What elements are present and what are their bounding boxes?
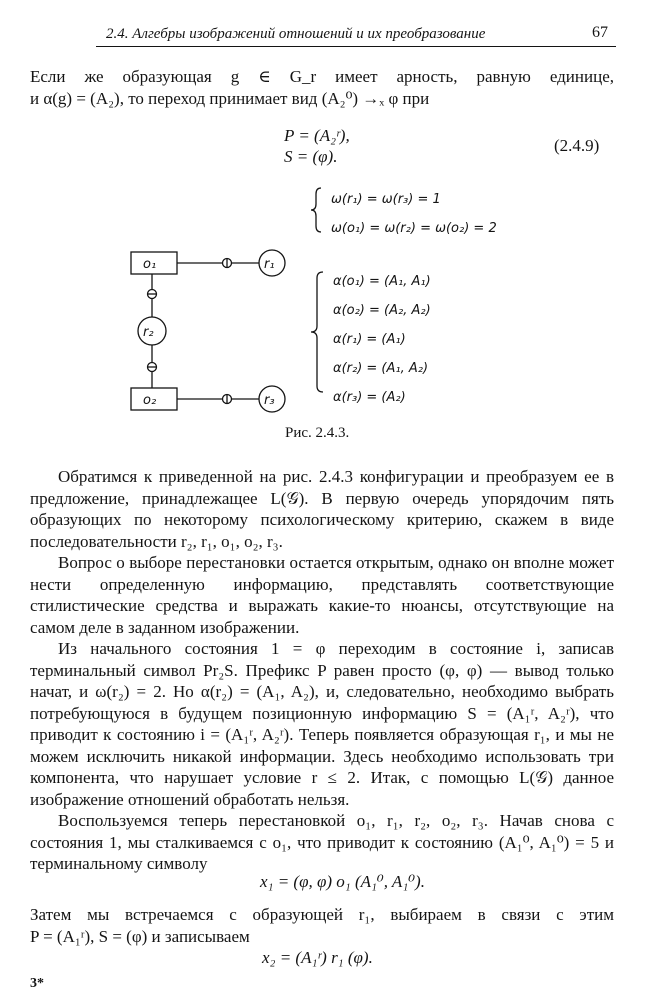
header-rule xyxy=(96,46,616,47)
paragraph-4: Воспользуемся теперь перестановкой o₁, r₁, r₂, o₂, r₃. Начав снова с состояния 1, мы сталкиваемся с o₁, что приводит к состоянию (A₁⁰, A₁⁰) = 5 и терминальному символу xyxy=(30,811,614,873)
equation-2-4-9-line-1: P = (A₂ʳ), xyxy=(284,126,350,145)
node-r3-label: r₃ xyxy=(264,393,275,408)
formula-x1: x₁ = (φ, φ) o₁ (A₁⁰, A₁⁰). xyxy=(260,872,425,891)
paragraph-3: Из начального состояния 1 = φ переходим в состояние i, записав терминальный символ Pr₂S. Префикс P равен просто (φ, φ) — вывод только начат, и ω(r₂) = 2. Но α(r₂) = (A₁, A₂), и, следовательно, необходимо выбрать потребующуюся в будущем позиционную информацию S = (A₁ʳ, A₂ʳ), что приводит к состоянию i = (A₁ʳ, A₂ʳ). Теперь появляется образующая r₁, и мы не можем исключить никакой информации. Здесь необходимо использовать три компонента, что нарушает условие r ≤ 2. Итак, с помощью L(𝒢) данное изображение отношений обработать нельзя. xyxy=(30,639,614,809)
after-x1-line-2: P = (A₁ʳ), S = (φ) и записываем xyxy=(30,927,250,946)
section-title: 2.4. Алгебры изображений отношений и их преобразование xyxy=(106,26,486,42)
node-r1-label: r₁ xyxy=(264,257,275,272)
formula-x2: x₂ = (A₁ʳ) r₁ (φ). xyxy=(262,948,373,967)
alpha-line-5: α(r₃) = (A₂) xyxy=(333,390,406,405)
paragraph-1: Обратимся к приведенной на рис. 2.4.3 конфигурации и преобразуем ее в предложение, принадлежащее L(𝒢). В первую очередь упорядочим пять образующих по некоторому психологическому критерию, скажем в виде последовательности r₂, r₁, o₁, o₂, r₃. xyxy=(30,467,614,551)
intro-line-2: и α(g) = (A₂), то переход принимает вид (A₂⁰) →ₓ φ при xyxy=(30,89,430,108)
signature-mark: 3* xyxy=(30,976,44,991)
omega-brace xyxy=(311,188,321,232)
alpha-line-3: α(r₁) = (A₁) xyxy=(333,332,406,347)
body-text xyxy=(30,466,614,875)
alpha-brace xyxy=(311,272,323,392)
configuration-diagram xyxy=(125,180,497,420)
node-o1-label: o₁ xyxy=(143,257,157,272)
intro-line-1: Если же образующая g ∈ G_r имеет арность, равную единице, xyxy=(30,67,614,86)
omega-line-1: ω(r₁) = ω(r₃) = 1 xyxy=(331,192,441,207)
page-number: 67 xyxy=(592,24,608,41)
node-o2-label: o₂ xyxy=(143,393,157,408)
omega-line-2: ω(o₁) = ω(r₂) = ω(o₂) = 2 xyxy=(331,221,497,236)
figure-caption: Рис. 2.4.3. xyxy=(285,425,350,441)
equation-2-4-9-line-2: S = (φ). xyxy=(284,147,338,166)
running-header xyxy=(96,24,616,48)
node-r2-label: r₂ xyxy=(143,325,154,340)
figure-2-4-3 xyxy=(125,180,497,420)
after-x1-line-1: Затем мы встречаемся с образующей r₁, выбираем в связи с этим xyxy=(30,905,614,924)
alpha-line-4: α(r₂) = (A₁, A₂) xyxy=(333,361,429,376)
paragraph-2: Вопрос о выборе перестановки остается открытым, однако он вполне может нести определенную информацию, представлять соответствующие стилистические средства и выражать какие-то нюансы, отсутствующие на самом деле в заданном изображении. xyxy=(30,553,614,637)
equation-number: (2.4.9) xyxy=(554,136,600,155)
alpha-line-1: α(o₁) = (A₁, A₁) xyxy=(333,274,431,289)
alpha-line-2: α(o₂) = (A₂, A₂) xyxy=(333,303,431,318)
